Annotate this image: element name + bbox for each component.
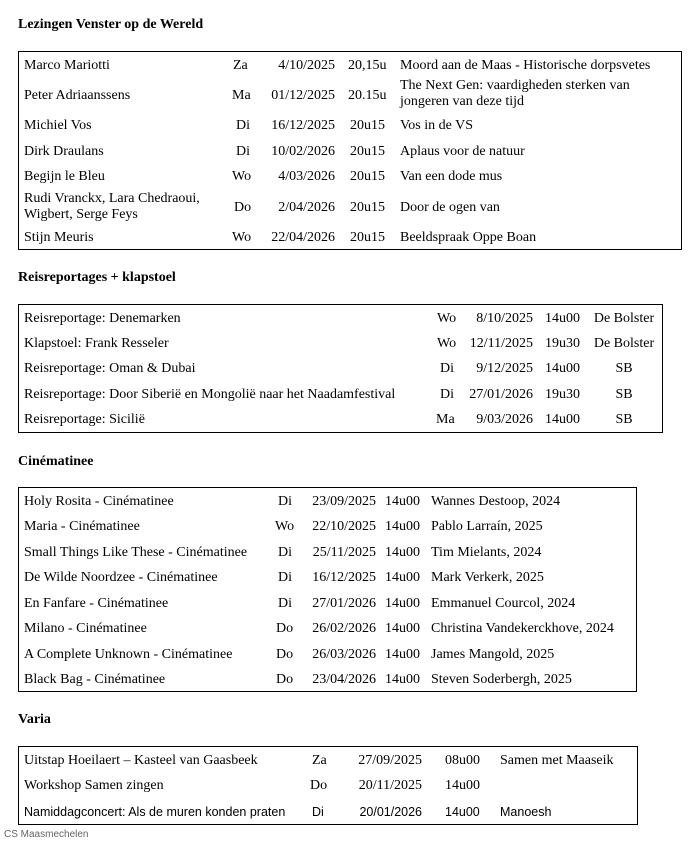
reis-day: Wo	[437, 336, 457, 351]
reis-date: 9/12/2025	[476, 361, 533, 376]
lezing-title: Beeldspraak Oppe Boan	[400, 230, 537, 245]
cine-time: 14u00	[385, 494, 420, 509]
lezing-title: Van een dode mus	[400, 169, 503, 184]
varia-day: Do	[310, 778, 328, 793]
reis-place: De Bolster	[593, 336, 655, 351]
cine-date: 23/09/2025	[312, 494, 376, 509]
lezing-title: Moord aan de Maas - Historische dorpsvetes	[400, 58, 651, 73]
lezing-date: 22/04/2026	[271, 230, 335, 245]
lezing-date: 2/04/2026	[278, 200, 335, 215]
lezing-time: 20u15	[350, 144, 385, 159]
lezing-title: The Next Gen: vaardigheden sterken van jongeren van deze tijd	[400, 78, 630, 109]
reis-date: 12/11/2025	[469, 336, 533, 351]
varia-day: Za	[312, 753, 327, 768]
varia-date: 20/11/2025	[358, 778, 422, 793]
cine-day: Do	[276, 672, 294, 687]
lezing-day: Di	[236, 118, 250, 133]
varia-date: 27/09/2025	[358, 753, 422, 768]
reis-day: Di	[440, 387, 454, 402]
reis-time: 14u00	[545, 412, 580, 427]
reis-title: Reisreportage: Sicilië	[24, 412, 145, 427]
cine-title: Holy Rosita - Cinématinee	[24, 494, 174, 509]
lezing-date: 01/12/2025	[271, 88, 335, 103]
lezing-time: 20.15u	[348, 88, 387, 103]
cine-date: 26/03/2026	[312, 647, 376, 662]
section-title-cine: Cinématinee	[18, 454, 94, 469]
cine-time: 14u00	[385, 596, 420, 611]
reis-date: 9/03/2026	[476, 412, 533, 427]
cine-time: 14u00	[385, 621, 420, 636]
lezing-title: Door de ogen van	[400, 200, 500, 215]
lezing-time: 20u15	[350, 230, 385, 245]
lezing-day: Wo	[232, 169, 252, 184]
cine-title: En Fanfare - Cinématinee	[24, 596, 169, 611]
reis-place: SB	[615, 361, 633, 376]
reis-time: 19u30	[545, 387, 580, 402]
footer-credit: CS Maasmechelen	[4, 829, 89, 840]
cine-director: Pablo Larraín, 2025	[431, 519, 543, 534]
reis-day: Di	[440, 361, 454, 376]
cine-director: James Mangold, 2025	[431, 647, 555, 662]
lezing-time: 20u15	[350, 200, 385, 215]
lezing-day: Di	[236, 144, 250, 159]
reis-time: 14u00	[545, 311, 580, 326]
cine-day: Wo	[275, 519, 295, 534]
cine-title: Milano - Cinématinee	[24, 621, 147, 636]
lezing-day: Do	[234, 200, 252, 215]
cine-director: Wannes Destoop, 2024	[431, 494, 561, 509]
varia-note: Samen met Maaseik	[500, 753, 614, 768]
lezing-name: Michiel Vos	[24, 118, 92, 133]
lezing-date: 10/02/2026	[271, 144, 335, 159]
lezing-name: Rudi Vranckx, Lara Chedraoui, Wigbert, Serge Feys	[24, 191, 200, 222]
varia-title: Workshop Samen zingen	[24, 778, 164, 793]
cine-day: Di	[278, 570, 292, 585]
reis-place: SB	[615, 387, 633, 402]
cine-time: 14u00	[385, 570, 420, 585]
cine-date: 23/04/2026	[312, 672, 376, 687]
reis-time: 19u30	[545, 336, 580, 351]
reis-title: Reisreportage: Oman & Dubai	[24, 361, 196, 376]
cine-time: 14u00	[385, 647, 420, 662]
cine-date: 26/02/2026	[312, 621, 376, 636]
lezing-day: Wo	[232, 230, 252, 245]
lezing-day: Ma	[232, 88, 251, 103]
reis-place: SB	[615, 412, 633, 427]
cine-day: Di	[278, 596, 292, 611]
cine-title: Maria - Cinématinee	[24, 519, 140, 534]
cine-day: Di	[278, 494, 292, 509]
cine-day: Do	[276, 647, 294, 662]
cine-title: Small Things Like These - Cinématinee	[24, 545, 248, 560]
lezing-time: 20u15	[350, 169, 385, 184]
reis-day: Wo	[437, 311, 457, 326]
varia-title: Namiddagconcert: Als de muren konden praten	[24, 805, 286, 819]
cine-title: Black Bag - Cinématinee	[24, 672, 166, 687]
lezing-name: Marco Mariotti	[24, 58, 110, 73]
cine-time: 14u00	[385, 545, 420, 560]
cine-title: A Complete Unknown - Cinématinee	[24, 647, 233, 662]
lezing-date: 16/12/2025	[271, 118, 335, 133]
lezing-title: Aplaus voor de natuur	[400, 144, 525, 159]
lezing-date: 4/10/2025	[278, 58, 335, 73]
lezing-name: Stijn Meuris	[24, 230, 94, 245]
lezing-day: Za	[233, 58, 248, 73]
section-title-varia: Varia	[18, 712, 51, 727]
section-title-lezingen: Lezingen Venster op de Wereld	[18, 17, 204, 32]
reis-title: Reisreportage: Denemarken	[24, 311, 181, 326]
cine-date: 27/01/2026	[312, 596, 376, 611]
lezing-name: Peter Adriaanssens	[24, 88, 131, 103]
cine-date: 25/11/2025	[312, 545, 376, 560]
varia-time: 14u00	[445, 805, 480, 819]
cine-title: De Wilde Noordzee - Cinématinee	[24, 570, 218, 585]
lezing-name: Dirk Draulans	[24, 144, 104, 159]
varia-note: Manoesh	[500, 805, 552, 819]
varia-day: Di	[312, 805, 324, 819]
reis-date: 27/01/2026	[469, 387, 533, 402]
reis-day: Ma	[436, 412, 455, 427]
reis-title: Reisreportage: Door Siberië en Mongolië naar het Naadamfestival	[24, 387, 396, 402]
lezing-date: 4/03/2026	[278, 169, 335, 184]
cine-day: Di	[278, 545, 292, 560]
cine-director: Mark Verkerk, 2025	[431, 570, 544, 585]
cine-time: 14u00	[385, 519, 420, 534]
cine-date: 16/12/2025	[312, 570, 376, 585]
varia-date: 20/01/2026	[359, 805, 422, 819]
reis-date: 8/10/2025	[476, 311, 533, 326]
varia-title: Uitstap Hoeilaert – Kasteel van Gaasbeek	[24, 753, 258, 768]
reis-title: Klapstoel: Frank Resseler	[24, 336, 169, 351]
lezing-title: Vos in de VS	[400, 118, 474, 133]
cine-director: Emmanuel Courcol, 2024	[431, 596, 576, 611]
cine-director: Steven Soderbergh, 2025	[431, 672, 572, 687]
cine-director: Tim Mielants, 2024	[431, 545, 542, 560]
reis-place: De Bolster	[593, 311, 655, 326]
reis-time: 14u00	[545, 361, 580, 376]
varia-time: 08u00	[445, 753, 480, 768]
cine-time: 14u00	[385, 672, 420, 687]
lezing-time: 20,15u	[348, 58, 387, 73]
section-title-reis: Reisreportages + klapstoel	[18, 270, 176, 285]
cine-date: 22/10/2025	[312, 519, 376, 534]
varia-time: 14u00	[445, 778, 480, 793]
lezing-time: 20u15	[350, 118, 385, 133]
lezing-name: Begijn le Bleu	[24, 169, 105, 184]
cine-day: Do	[276, 621, 294, 636]
cine-director: Christina Vandekerckhove, 2024	[431, 621, 614, 636]
